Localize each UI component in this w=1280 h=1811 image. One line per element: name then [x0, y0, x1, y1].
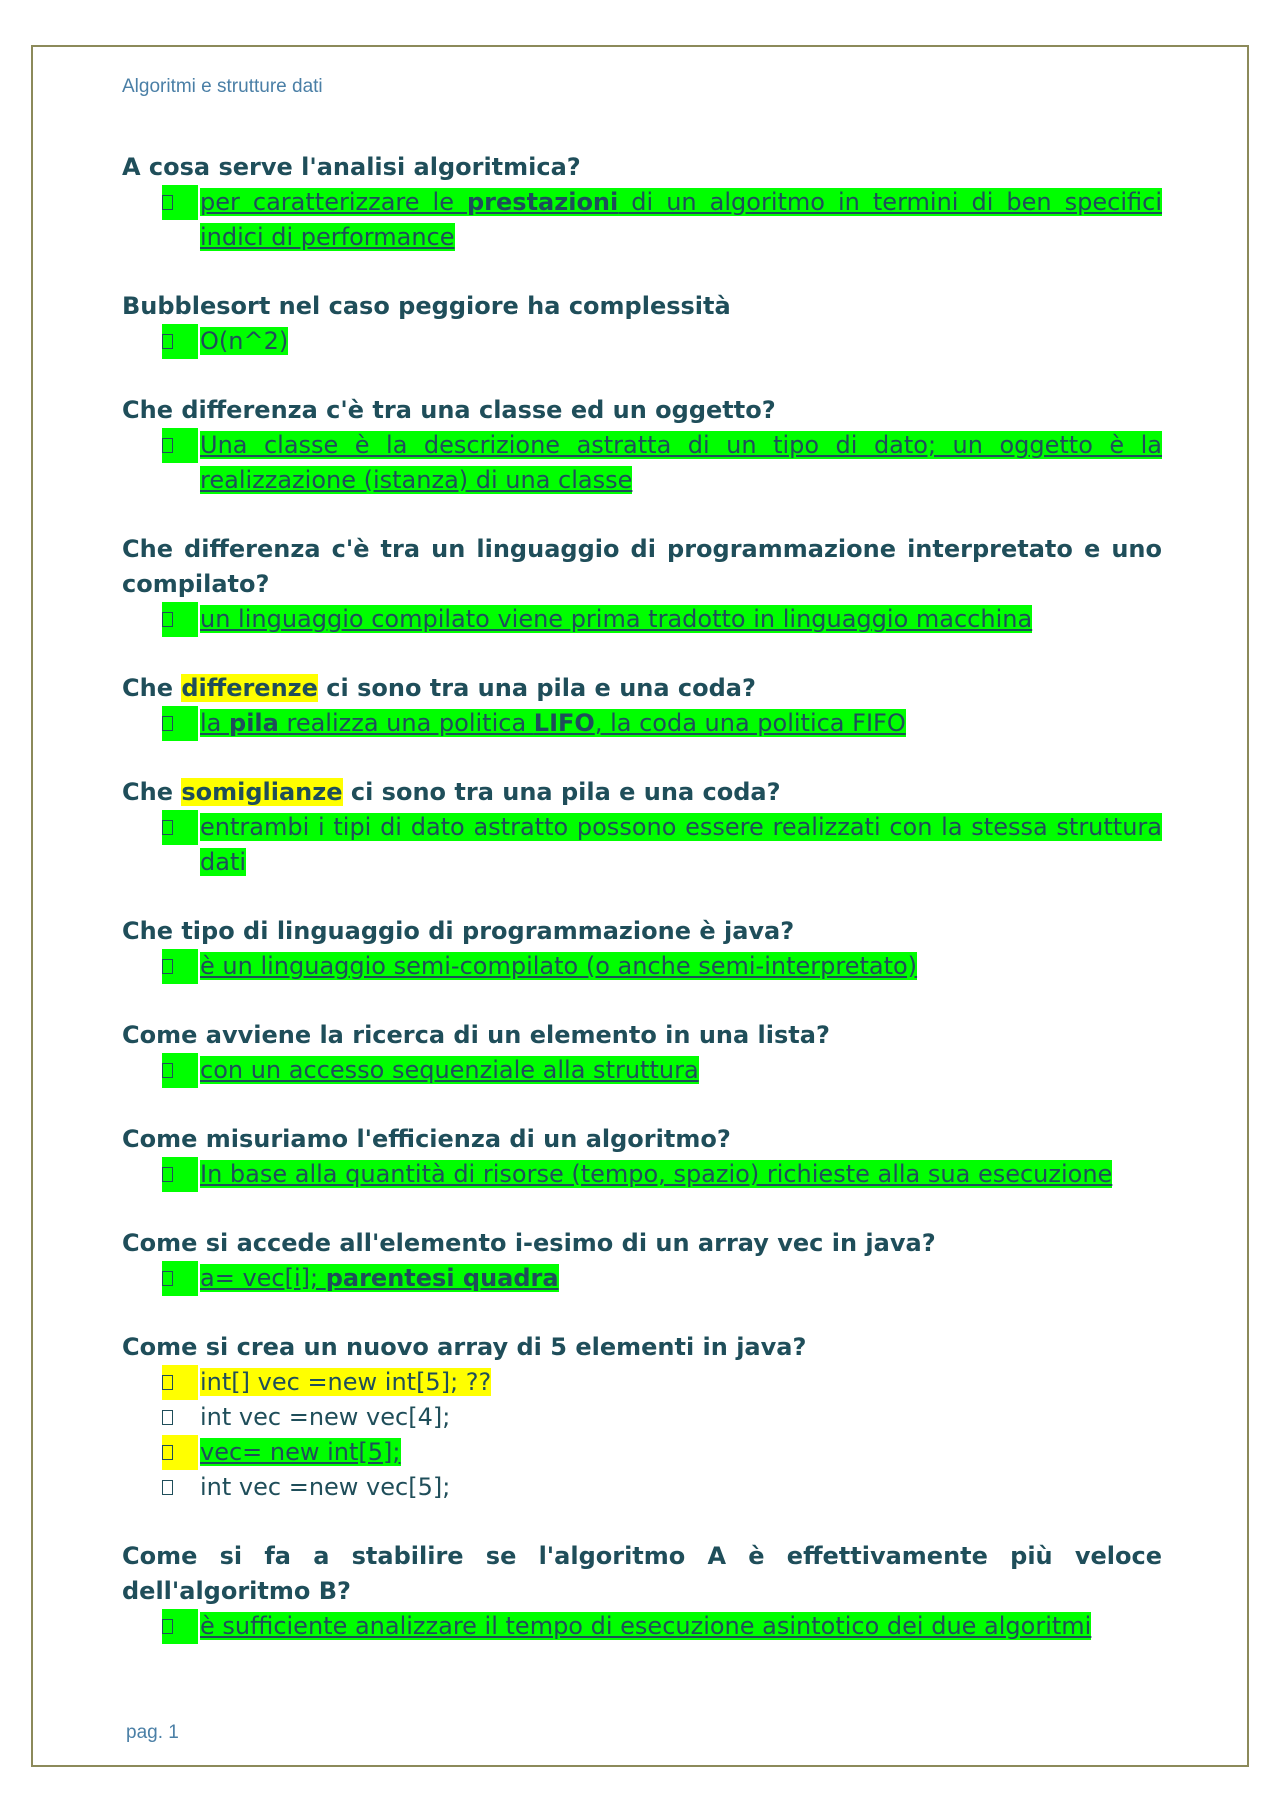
qa-block-5 [122, 671, 1162, 741]
qa-block-7 [122, 914, 1162, 984]
question: Che differenze ci sono tra una pila e una coda? [122, 674, 756, 702]
answer: O(n^2) [122, 324, 1162, 359]
answer: la pila realizza una politica LIFO, la coda una politica FIFO [122, 706, 1162, 741]
qa-block-10 [122, 1226, 1162, 1296]
answer: è sufficiente analizzare il tempo di esecuzione asintotico dei due algoritmi [122, 1609, 1162, 1644]
checkbox-icon [162, 1365, 198, 1400]
checkbox-icon [162, 706, 198, 741]
answer-option-4: int vec =new vec[5]; [122, 1470, 1162, 1505]
checkbox-icon [162, 1435, 198, 1470]
document-body [122, 150, 1162, 1678]
checkbox-icon [162, 1053, 198, 1088]
answer: Una classe è la descrizione astratta di un tipo di dato; un oggetto è la realizzazione (istanza) di una classe [122, 428, 1162, 498]
qa-block-9 [122, 1122, 1162, 1192]
question: Come si accede all'elemento i-esimo di un array vec in java? [122, 1229, 936, 1257]
checkbox-icon [162, 949, 198, 984]
answer: un linguaggio compilato viene prima tradotto in linguaggio macchina [122, 602, 1162, 637]
qa-block-12 [122, 1539, 1162, 1644]
qa-block-4 [122, 532, 1162, 637]
question: Che differenza c'è tra una classe ed un oggetto? [122, 396, 776, 424]
answer: a= vec[i]; parentesi quadra [122, 1261, 1162, 1296]
answer: In base alla quantità di risorse (tempo, spazio) richieste alla sua esecuzione [122, 1157, 1162, 1192]
page-header: Algoritmi e strutture dati [122, 76, 323, 97]
qa-block-3 [122, 393, 1162, 498]
question: Come avviene la ricerca di un elemento in una lista? [122, 1021, 830, 1049]
question: Che tipo di linguaggio di programmazione è java? [122, 917, 795, 945]
qa-block-11 [122, 1330, 1162, 1505]
question: Che differenza c'è tra un linguaggio di programmazione interpretato e uno compilato? [122, 535, 1162, 598]
checkbox-icon [162, 1400, 198, 1435]
answer-option-1: int[] vec =new int[5]; ?? [122, 1365, 1162, 1400]
checkbox-icon [162, 1261, 198, 1296]
answer: entrambi i tipi di dato astratto possono essere realizzati con la stessa struttura dati [122, 810, 1162, 880]
checkbox-icon [162, 1609, 198, 1644]
question: Come si fa a stabilire se l'algoritmo A è effettivamente più veloce dell'algoritmo B? [122, 1542, 1162, 1605]
answer: con un accesso sequenziale alla struttura [122, 1053, 1162, 1088]
checkbox-icon [162, 1470, 198, 1505]
answer: per caratterizzare le prestazioni di un algoritmo in termini di ben specifici indici di performance [122, 185, 1162, 255]
page-number: pag. 1 [126, 1722, 179, 1743]
qa-block-2 [122, 289, 1162, 359]
question: A cosa serve l'analisi algoritmica? [122, 153, 581, 181]
answer: è un linguaggio semi-compilato (o anche semi-interpretato) [122, 949, 1162, 984]
answer-option-2: int vec =new vec[4]; [122, 1400, 1162, 1435]
question: Come misuriamo l'efficienza di un algoritmo? [122, 1125, 731, 1153]
checkbox-icon [162, 428, 198, 463]
qa-block-8 [122, 1018, 1162, 1088]
checkbox-icon [162, 324, 198, 359]
checkbox-icon [162, 1157, 198, 1192]
question: Che somiglianze ci sono tra una pila e una coda? [122, 778, 781, 806]
question: Bubblesort nel caso peggiore ha complessità [122, 292, 731, 320]
question: Come si crea un nuovo array di 5 elementi in java? [122, 1333, 807, 1361]
answer-option-3: vec= new int[5]; [122, 1435, 1162, 1470]
qa-block-1 [122, 150, 1162, 255]
qa-block-6 [122, 775, 1162, 880]
checkbox-icon [162, 602, 198, 637]
checkbox-icon [162, 185, 198, 220]
checkbox-icon [162, 810, 198, 845]
